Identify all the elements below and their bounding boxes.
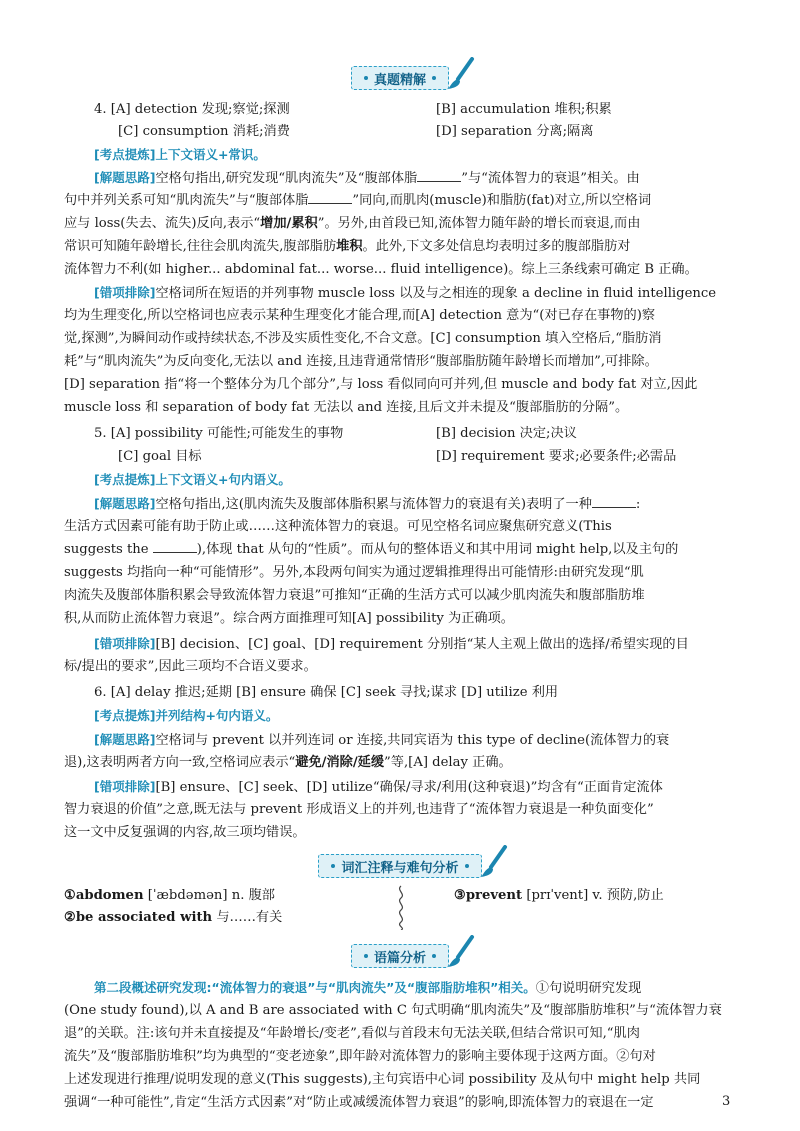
wavy-divider-icon — [394, 884, 408, 930]
elimination-line: muscle loss 和 separation of body fat 无法以 and 连接,且后文并未提及“腹部脂肪的分隔”。 — [64, 400, 629, 415]
dot-icon — [364, 954, 368, 958]
brush-icon — [446, 935, 476, 969]
elimination-line: [D] separation 指“将一个整体分为几个部分”,与 loss 看似同向可并列,但 muscle and body fat 对立,因此 — [64, 377, 698, 392]
answer-blank — [592, 495, 636, 508]
brush-icon — [479, 845, 509, 879]
page-number: 3 — [722, 1094, 731, 1109]
vocab-entry: ③prevent [prɪˈvent] v. 预防,防止 — [454, 888, 664, 903]
discourse-line: 流失”及“腹部脂肪堆积”均为典型的“变老迹象”,即年龄对流体智力的影响主要体现于这两方面。②句对 — [64, 1049, 656, 1064]
reasoning-line: 积,从而防止流体智力衰退”。综合两方面推理可知[A] possibility 为正确项。 — [64, 611, 514, 626]
section-banner-discourse — [300, 942, 500, 970]
elimination-line: 标/提出的要求”,因此三项均不合语义要求。 — [64, 659, 317, 674]
reasoning-line: [解题思路]空格句指出,研究发现“肌肉流失”及“腹部体脂 ”与“流体智力的衰退”相关。由 — [94, 170, 640, 186]
discourse-line: 强调“一种可能性”,肯定“生活方式因素”对“防止或减缓流体智力衰退”的影响,即流体智力的衰退在一定 — [64, 1095, 654, 1110]
reasoning-line: 退),这表明两者方向一致,空格词应表示“避免/消除/延缓”等,[A] delay 正确。 — [64, 755, 512, 770]
vocab-entry: ①abdomen [ˈæbdəmən] n. 腹部 — [64, 888, 275, 903]
dot-icon — [465, 864, 469, 868]
discourse-line: (One study found),以 A and B are associated with C 句式明确“肌肉流失”及“腹部脂肪堆积”与“流体智力衰 — [64, 1003, 722, 1018]
option-line: [C] consumption 消耗;消费 [D] separation 分离;隔离 — [118, 124, 594, 139]
reasoning-line: 句中并列关系可知“肌肉流失”与“腹部体脂 ”同向,而肌肉(muscle)和脂肪(fat)对立,所以空格词 — [64, 193, 652, 208]
reasoning-line: [解题思路]空格词与 prevent 以并列连词 or 连接,共同宾语为 this type of decline(流体智力的衰 — [94, 732, 670, 748]
elimination-line: [错项排除][B] ensure、[C] seek、[D] utilize“确保/寻求/利用(这种衰退)”均含有“正面肯定流体 — [94, 779, 663, 795]
elimination-line: 智力衰退的价值”之意,既无法与 prevent 形成语义上的并列,也违背了“流体智力衰退是一种负面变化” — [64, 802, 654, 817]
dot-icon — [364, 76, 368, 80]
section-banner-vocabulary — [300, 852, 500, 880]
elimination-line: [错项排除]空格词所在短语的并列事物 muscle loss 以及与之相连的现象 a decline in fluid intelligence — [94, 285, 717, 301]
section-banner-solutions — [300, 64, 500, 92]
reasoning-line: 流体智力不利(如 higher... abdominal fat... worse... fluid intelligence)。综上三条线索可确定 B 正确。 — [64, 262, 698, 277]
discourse-line: 上述发现进行推理/说明发现的意义(This suggests),主句宾语中心词 possibility 及从句中 might help 共同 — [64, 1072, 701, 1087]
elimination-line: 耗”与“肌肉流失”为反向变化,无法以 and 连接,且违背通常情形“腹部脂肪随年龄增长而增加”,可排除。 — [64, 354, 658, 369]
elimination-line: [错项排除][B] decision、[C] goal、[D] requirement 分别指“某人主观上做出的选择/希望实现的目 — [94, 636, 689, 652]
key-point: [考点提炼]上下文语义+句内语义。 — [94, 472, 291, 487]
reasoning-line: 生活方式因素可能有助于防止或……这种流体智力的衰退。可见空格名词应聚焦研究意义(This — [64, 519, 612, 534]
reasoning-line: [解题思路]空格句指出,这(肌肉流失及腹部体脂积累与流体智力的衰退有关)表明了一种 : — [94, 496, 641, 512]
option-line: 5. [A] possibility 可能性;可能发生的事物 [B] decision 决定;决议 — [94, 426, 577, 441]
key-point: [考点提炼]上下文语义+常识。 — [94, 147, 266, 162]
option-line: 4. [A] detection 发现;察觉;探测 [B] accumulation 堆积;积累 — [94, 102, 612, 117]
reasoning-line: 常识可知随年龄增长,往往会肌肉流失,腹部脂肪堆积。此外,下文多处信息均表明过多的腹部脂肪对 — [64, 239, 631, 254]
reasoning-line: suggests 均指向一种“可能情形”。另外,本段两句间实为通过逻辑推理得出可能情形:由研究发现“肌 — [64, 565, 644, 580]
brush-icon — [446, 57, 476, 91]
reasoning-line: 应与 loss(失去、流失)反向,表示“增加/累积”。另外,由首段已知,流体智力随年龄的增长而衰退,而由 — [64, 216, 641, 231]
elimination-line: 觉,探测”,为瞬间动作或持续状态,不涉及实质性变化,不合文意。[C] consumption 填入空格后,“脂肪消 — [64, 331, 662, 346]
option-line: [C] goal 目标 [D] requirement 要求;必要条件;必需品 — [118, 449, 677, 464]
elimination-line: 这一文中反复强调的内容,故三项均错误。 — [64, 825, 306, 840]
discourse-line: 第二段概述研究发现:“流体智力的衰退”与“肌肉流失”及“腹部脂肪堆积”相关。①句说明研究发现 — [94, 980, 642, 996]
elimination-line: 均为生理变化,所以空格词也应表示某种生理变化才能合理,而[A] detection 意为“(对已存在事物的)察 — [64, 308, 656, 323]
answer-blank — [153, 540, 197, 553]
reasoning-line: suggests the ),体现 that 从句的“性质”。而从句的整体语义和其中用词 might help,以及主句的 — [64, 542, 679, 557]
section-title: 语篇分析 — [373, 950, 426, 966]
vocab-entry: ②be associated with 与……有关 — [64, 910, 283, 925]
answer-blank — [308, 191, 352, 204]
answer-blank — [417, 169, 461, 182]
option-line: 6. [A] delay 推迟;延期 [B] ensure 确保 [C] seek 寻找;谋求 [D] utilize 利用 — [94, 685, 559, 700]
section-title: 真题精解 — [373, 72, 426, 88]
dot-icon — [432, 954, 436, 958]
key-point: [考点提炼]并列结构+句内语义。 — [94, 708, 279, 723]
discourse-line: 退”的关联。注:该句并未直接提及“年龄增长/变老”,看似与首段末句无法关联,但结合常识可知,“肌肉 — [64, 1026, 640, 1041]
reasoning-line: 肉流失及腹部体脂积累会导致流体智力衰退”可推知“正确的生活方式可以减少肌肉流失和腹部脂肪堆 — [64, 588, 645, 603]
section-title: 词汇注释与难句分析 — [341, 860, 459, 876]
dot-icon — [331, 864, 335, 868]
dot-icon — [432, 76, 436, 80]
